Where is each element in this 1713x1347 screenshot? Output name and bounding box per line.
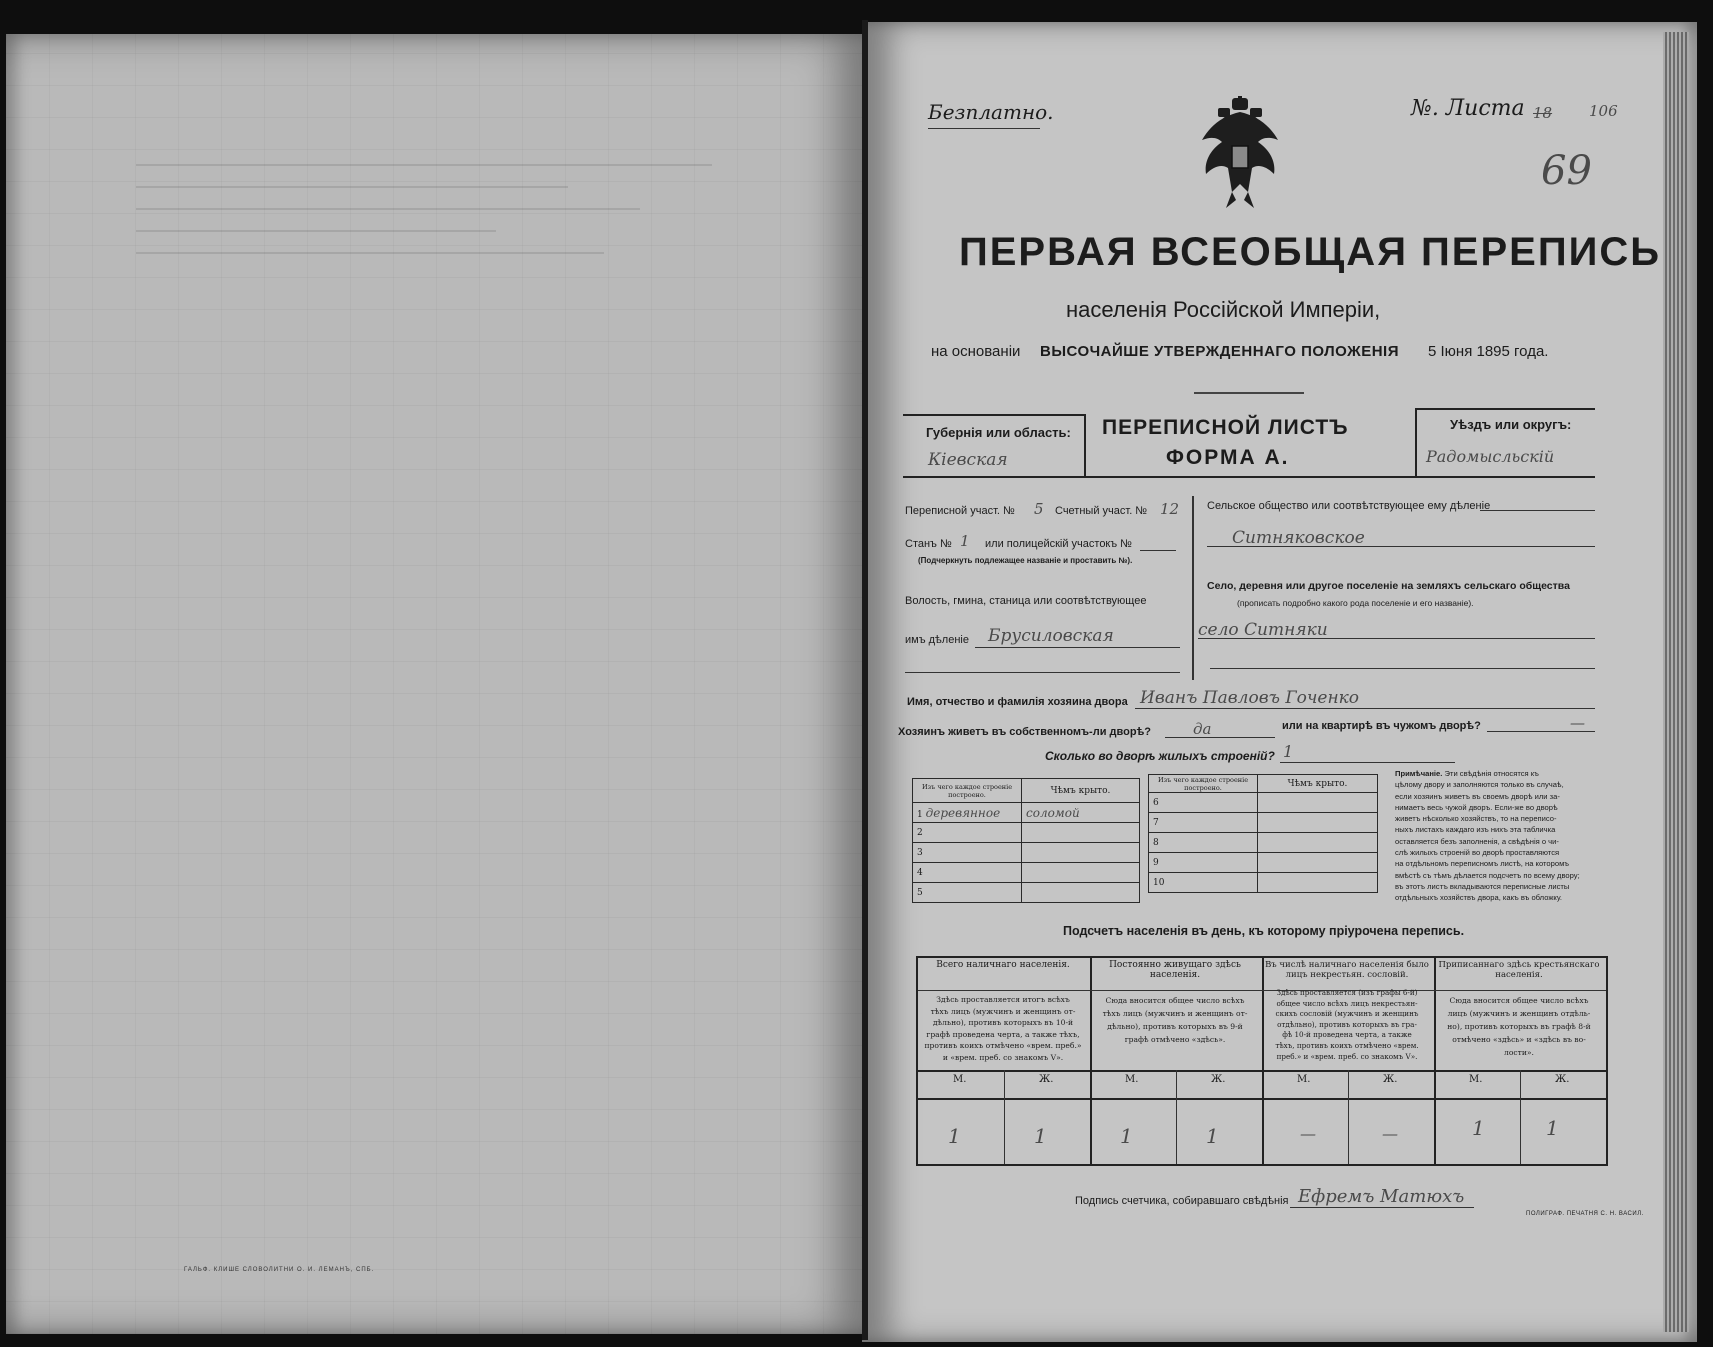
male-label: М. [953,1074,967,1085]
uezd-box-side [1415,408,1417,476]
table-row [913,823,1140,843]
buildings-underline [1280,762,1455,763]
society-underline-1 [1480,510,1595,511]
form-letter-title: ФОРМА А. [1166,446,1290,469]
count-col-desc [1434,994,1604,1059]
note-line: ныхъ листахъ каждаго изъ нихъ эта табличка [1395,825,1556,835]
note-line: Эти свѣдѣнія относятся къ [1444,769,1539,778]
owner-name-value: Иванъ Павловъ Гоченко [1140,688,1360,708]
society-label: Сельское общество или соотвѣтствующее ему дѣленіе [1207,500,1491,512]
schetny-label: Счетный участ. № [1055,505,1148,517]
gubernia-label: Губернія или область: [926,425,1071,440]
village-underline-1 [1198,638,1595,639]
table-col-material: Изъ чего каждое строеніе построено. [913,779,1022,803]
count-value: 1 [948,1124,961,1148]
society-underline-2 [1207,546,1595,547]
row-number: 3 [913,843,1022,863]
row-material: деревянное [925,805,1001,820]
count-col-head: Въ числѣ наличнаго населенія было лицъ некрестьян. сословій. [1265,960,1429,980]
desc-line: тѣхъ лицъ (мужчинъ и женщинъ от- [1102,1009,1248,1018]
note-line: слѣ жилыхъ строеній во дворѣ проставляются [1395,848,1560,858]
gubernia-box-side [1084,414,1086,476]
desc-line: лости». [1504,1048,1534,1057]
count-col-desc [918,994,1088,1063]
show-through-lines [136,144,856,334]
buildings-value: 1 [1283,742,1294,761]
female-label: Ж. [1211,1074,1226,1085]
desc-line: фѣ 10-й проведена черта, а также [1282,1030,1412,1040]
main-title: ПЕРВАЯ ВСЕОБЩАЯ ПЕРЕПИСЬ [959,230,1661,274]
sub-title: населенія Россійской Имперіи, [1066,297,1381,322]
volost-underline-2 [905,672,1180,673]
volost-label: Волость, гмина, станица или соотвѣтствующее [905,595,1147,607]
count-col-head: Постоянно живущаго здѣсь населенія. [1109,960,1241,980]
table-row [1149,833,1378,853]
desc-line: Здѣсь проставляется итогъ всѣхъ [936,995,1070,1004]
count-col-head: Всего наличнаго населенія. [936,960,1070,970]
row-number: 10 [1149,873,1258,893]
desc-line: лицъ (мужчинъ и женщинъ отдѣль- [1447,1009,1591,1018]
table-row [1149,793,1378,813]
schetny-value: 12 [1160,500,1180,518]
table-col-material-2: Изъ чего каждое строеніе построено. [1149,775,1258,793]
owner-name-underline [1135,708,1595,709]
sheet-number-value: 106 [1589,102,1618,120]
count-mf-sep [1176,1070,1177,1164]
gubernia-value: Кіевская [928,450,1008,470]
row-number: 6 [1149,793,1258,813]
police-label: или полицейскій участокъ № [985,538,1132,550]
rent-label: или на квартирѣ въ чужомъ дворѣ? [1282,720,1481,732]
society-value: Ситняковское [1232,528,1365,548]
note-line: вмѣстѣ съ тѣмъ дѣлается подсчетъ по всему двору; [1395,870,1580,880]
count-value: — [1300,1124,1316,1143]
row-number: 9 [1149,853,1258,873]
page-mark: 69 [1541,148,1592,194]
sheet-number-struck: 18 [1533,104,1553,122]
uezd-label: Уѣздъ или округъ: [1450,417,1572,432]
count-col-desc [1090,994,1260,1046]
note-line: нимаетъ весь чужой дворъ. Если-же во дворѣ [1395,802,1558,812]
count-mf-rule [918,1098,1606,1100]
count-col-sep [1090,958,1092,1164]
desc-line: дѣльно), противъ которыхъ въ 9-й [1107,1022,1243,1031]
table-row [913,843,1140,863]
uezd-box-top [1415,408,1595,410]
desc-line: скихъ сословій (мужчинъ и женщинъ [1275,1009,1419,1019]
village-underline-2 [1210,668,1595,669]
uchastok-value: 5 [1034,500,1044,518]
desc-line: противъ коихъ отмѣчено «врем. преб.» [924,1041,1082,1050]
village-label: Село, деревня или другое поселеніе на земляхъ сельскаго общества [1207,580,1570,592]
table-row [913,863,1140,883]
uchastok-label: Переписной участ. № [905,505,1015,517]
desc-line: преб.» и «врем. преб. со знакомъ V». [1276,1051,1418,1061]
rent-value: — [1570,714,1585,732]
police-underline [1140,550,1176,551]
boxes-bottom-rule [903,476,1595,478]
desc-line: тѣхъ, противъ коихъ отмѣчено «врем. [1275,1040,1419,1050]
rent-underline [1487,731,1595,732]
buildings-table-left [912,778,1140,903]
count-title: Подсчетъ населенія въ день, къ которому пріурочена перепись. [1063,924,1465,938]
table-row [1149,853,1378,873]
lives-value: да [1193,720,1212,738]
table-row [913,803,1140,823]
volost-label-2: имъ дѣленіе [905,634,969,646]
village-note: (прописать подробно какого рода поселеніе и его названіе). [1237,598,1474,608]
count-col-head: Приписаннаго здѣсь крестьянскаго населенія. [1438,960,1600,980]
free-underline [928,128,1040,129]
printer-mark-left: ГАЛЬФ. КЛИШЕ СЛОВОЛИТНИ О. И. ЛЕМАНЪ, СПБ. [184,1267,375,1273]
row-number: 4 [913,863,1022,883]
male-label: М. [1297,1074,1311,1085]
count-mf-sep [1348,1070,1349,1164]
ornament-divider [1194,392,1304,394]
left-page [6,34,868,1334]
table-row [1149,813,1378,833]
count-col-sep [1434,958,1436,1164]
count-mf-sep [1520,1070,1521,1164]
desc-line: графѣ проведена черта, а также тѣхъ, [926,1029,1080,1039]
desc-line: и «врем. преб. со знакомъ V». [942,1052,1064,1062]
count-desc-rule [918,1070,1606,1072]
desc-line: отдѣльно), противъ которыхъ въ гра- [1277,1019,1417,1029]
row-number: 2 [913,823,1022,843]
sheet-number-label: №. Листа [1411,96,1525,121]
uezd-value: Радомысльскій [1426,447,1555,466]
count-value: 1 [1034,1124,1047,1148]
desc-line: графѣ отмѣчено «здѣсь». [1124,1035,1226,1044]
owner-name-label: Имя, отчество и фамилія хозяина двора [907,696,1128,708]
desc-line: Сюда вносится общее число всѣхъ [1449,996,1589,1005]
table-row [913,883,1140,903]
count-mf-sep [1004,1070,1005,1164]
row-number: 5 [913,883,1022,903]
note-line: отдѣльныхъ хозяйствъ двора, какъ въ обложку. [1395,893,1562,903]
lives-underline [1165,737,1275,738]
note-block [1395,768,1605,904]
lives-label: Хозяинъ живетъ въ собственномъ-ли дворѣ? [898,726,1152,738]
count-value: 1 [1120,1124,1133,1148]
count-col-desc [1262,988,1432,1062]
buildings-label: Сколько во дворѣ жилыхъ строеній? [1045,749,1275,763]
row-number: 1 [917,809,923,820]
village-value: село Ситняки [1198,620,1328,640]
basis-prefix: на основаніи [931,343,1021,360]
underline-note: (Подчеркнуть подлежащее названіе и проставить №). [918,556,1133,565]
signature-underline [1290,1207,1474,1208]
desc-line: но), противъ которыхъ въ графѣ 8-й [1447,1022,1591,1031]
count-value: 1 [1472,1116,1485,1140]
gubernia-box-top [903,414,1085,416]
printer-mark-right: ПОЛИГРАФ. ПЕЧАТНЯ С. Н. ВАСИЛ. [1526,1211,1644,1217]
buildings-table-right [1148,774,1378,893]
row-number: 7 [1149,813,1258,833]
stan-value: 1 [960,532,970,550]
note-line: если хозяинъ живетъ въ своемъ дворѣ или за- [1395,791,1560,801]
male-label: М. [1469,1074,1483,1085]
book-gutter [862,20,868,1340]
table-col-roof-2: Чѣмъ крыто. [1258,775,1378,793]
center-divider [1192,496,1194,680]
female-label: Ж. [1555,1074,1570,1085]
desc-line: Здѣсь проставляется (изъ графы 6-й) [1276,988,1418,997]
desc-line: тѣхъ лицъ (мужчинъ и женщинъ от- [930,1006,1076,1016]
female-label: Ж. [1383,1074,1398,1085]
table-row [1149,873,1378,893]
basis-date: 5 Іюня 1895 года. [1428,343,1549,360]
note-line: цѣлому двору и заполняются только въ случаѣ, [1395,780,1564,790]
note-line: въ этотъ листъ вкладываются переписные листы [1395,881,1570,891]
female-label: Ж. [1039,1074,1054,1085]
double-headed-eagle-crest [1192,96,1288,216]
note-head: Примѣчаніе. [1395,769,1443,778]
basis-decree: ВЫСОЧАЙШЕ УТВЕРЖДЕННАГО ПОЛОЖЕНІЯ [1040,343,1399,360]
count-value: 1 [1546,1116,1559,1140]
free-label: Безплатно. [928,100,1054,124]
form-list-title: ПЕРЕПИСНОЙ ЛИСТЪ [1102,416,1349,439]
note-line: живетъ нѣсколько хозяйствъ, то на переписо- [1395,814,1557,824]
stan-label: Станъ № [905,538,952,550]
desc-line: дѣльно), противъ которыхъ въ 10-й [932,1018,1074,1027]
count-value: — [1382,1124,1398,1143]
count-value: 1 [1206,1124,1219,1148]
volost-underline [975,647,1180,648]
note-line: оставляется безъ заполненія, а свѣдѣнія о чи- [1395,836,1559,846]
signature-value: Ефремъ Матюхъ [1298,1186,1465,1207]
desc-line: Сюда вносится общее число всѣхъ [1105,996,1245,1005]
row-number: 8 [1149,833,1258,853]
desc-line: общее число всѣхъ лицъ некрестьян- [1276,998,1418,1008]
table-col-roof: Чѣмъ крыто. [1022,779,1140,803]
row-roof: соломой [1022,803,1140,823]
male-label: М. [1125,1074,1139,1085]
page-stack-edge [1663,32,1689,1332]
note-line: на отдѣльномъ переписномъ листѣ, на которомъ [1395,859,1570,869]
signature-label: Подпись счетчика, собиравшаго свѣдѣнія [1075,1195,1289,1207]
volost-value: Брусиловская [988,626,1114,646]
desc-line: отмѣчено «здѣсь» и «здѣсь въ во- [1452,1035,1586,1044]
